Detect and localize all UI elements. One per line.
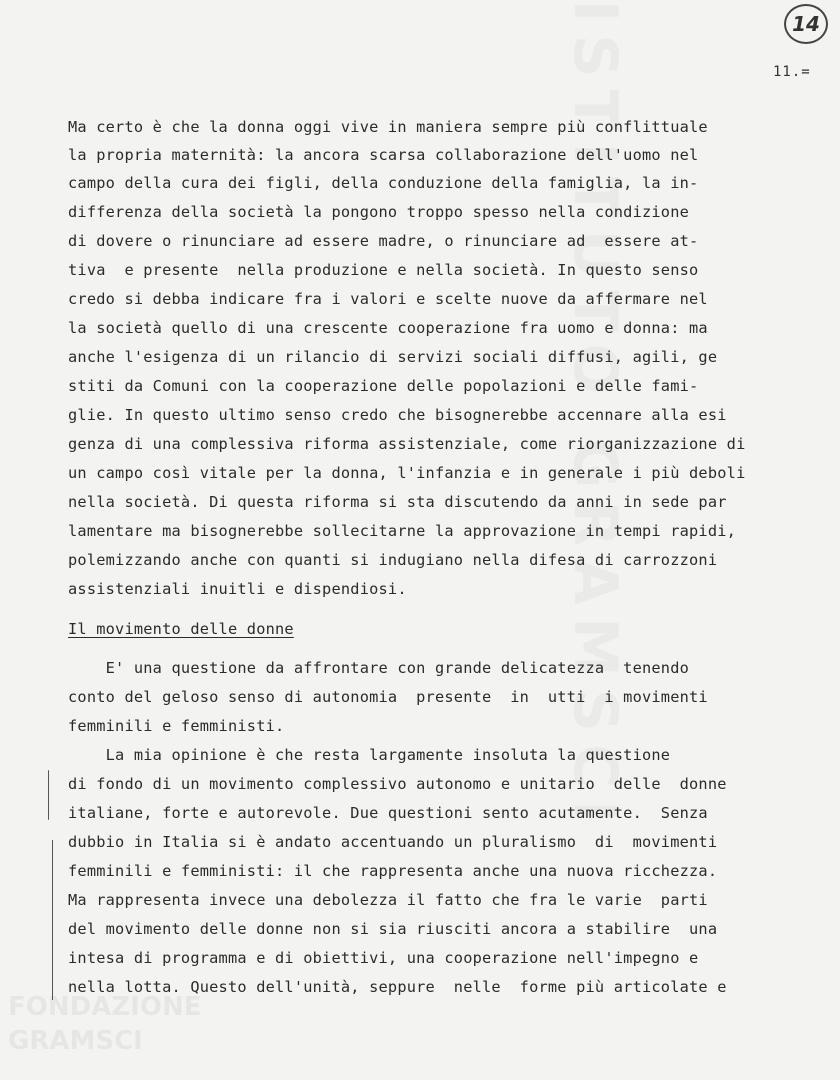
- watermark-logo-line2: GRAMSCI: [8, 1026, 143, 1056]
- text-line: dubbio in Italia si è andato accentuando un pluralismo di movimenti: [68, 833, 718, 851]
- text-line: anche l'esigenza di un rilancio di servizi sociali diffusi, agili, ge: [68, 348, 718, 366]
- text-line: E' una questione da affrontare con grande delicatezza tenendo: [68, 659, 690, 677]
- watermark-logo: [0, 990, 228, 1080]
- text-line: polemizzando anche con quanti si indugiano nella difesa di carrozzoni: [68, 551, 718, 569]
- text-line: assistenziali inuitli e dispendiosi.: [68, 580, 407, 598]
- text-line: La mia opinione è che resta largamente insoluta la questione: [68, 746, 671, 764]
- text-line: la propria maternità: la ancora scarsa collaborazione dell'uomo nel: [68, 146, 699, 164]
- section-heading: Il movimento delle donne: [68, 620, 294, 638]
- text-line: intesa di programma e di obiettivi, una cooperazione nell'impegno e: [68, 949, 699, 967]
- margin-bracket-mark: [48, 770, 49, 820]
- text-line: nella società. Di questa riforma si sta discutendo da anni in sede par: [68, 493, 727, 511]
- text-line: glie. In questo ultimo senso credo che bisognerebbe accennare alla esi: [68, 406, 727, 424]
- text-line: di dovere o rinunciare ad essere madre, o rinunciare ad essere at-: [68, 232, 699, 250]
- archive-number-stamp: 14: [784, 4, 828, 44]
- page-number: 11.=: [773, 64, 811, 80]
- text-line: del movimento delle donne non si sia riusciti ancora a stabilire una: [68, 920, 718, 938]
- text-line: campo della cura dei figli, della conduzione della famiglia, la in-: [68, 174, 699, 192]
- text-line: stiti da Comuni con la cooperazione delle popolazioni e delle fami-: [68, 377, 699, 395]
- text-line: femminili e femministi: il che rappresenta anche una nuova ricchezza.: [68, 862, 718, 880]
- text-line: italiane, forte e autorevole. Due questioni sento acutamente. Senza: [68, 804, 708, 822]
- text-line: tiva e presente nella produzione e nella società. In questo senso: [68, 261, 699, 279]
- margin-bracket-mark: [52, 840, 53, 1000]
- text-line: la società quello di una crescente cooperazione fra uomo e donna: ma: [68, 319, 708, 337]
- text-line: di fondo di un movimento complessivo autonomo e unitario delle donne: [68, 775, 727, 793]
- text-line: lamentare ma bisognerebbe sollecitarne la approvazione in tempi rapidi,: [68, 522, 737, 540]
- text-line: un campo così vitale per la donna, l'infanzia e in generale i più deboli: [68, 464, 746, 482]
- text-line: genza di una complessiva riforma assistenziale, come riorganizzazione di: [68, 435, 746, 453]
- text-line: Ma certo è che la donna oggi vive in maniera sempre più conflittuale: [68, 118, 708, 136]
- text-line: femminili e femministi.: [68, 717, 285, 735]
- text-line: Ma rappresenta invece una debolezza il fatto che fra le varie parti: [68, 891, 708, 909]
- watermark-logo-line1: FONDAZIONE: [8, 992, 202, 1022]
- text-line: credo si debba indicare fra i valori e scelte nuove da affermare nel: [68, 290, 708, 308]
- text-line: conto del geloso senso di autonomia presente in utti i movimenti: [68, 688, 708, 706]
- text-line: nella lotta. Questo dell'unità, seppure nelle forme più articolate e: [68, 978, 727, 996]
- text-line: differenza della società la pongono troppo spesso nella condizione: [68, 203, 690, 221]
